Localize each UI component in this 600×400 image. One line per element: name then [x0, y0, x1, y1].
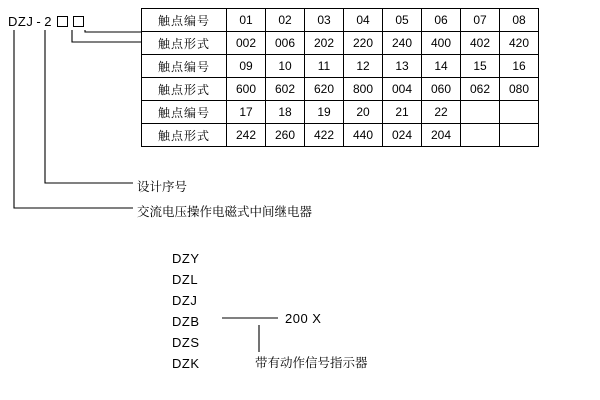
family-item: DZB	[172, 314, 200, 329]
row-header: 触点编号	[142, 101, 227, 124]
family-item: DZK	[172, 356, 200, 371]
model-box-1	[57, 16, 68, 27]
family-item: DZY	[172, 251, 200, 266]
table-cell: 01	[227, 9, 266, 32]
table-cell: 004	[383, 78, 422, 101]
annotation-indicator: 带有动作信号指示器	[255, 356, 368, 370]
table-cell: 006	[266, 32, 305, 55]
table-cell	[461, 101, 500, 124]
table-row	[142, 55, 539, 78]
table-row	[142, 78, 539, 101]
row-header: 触点编号	[142, 55, 227, 78]
table-cell: 12	[344, 55, 383, 78]
family-item: DZL	[172, 272, 199, 287]
table-cell: 002	[227, 32, 266, 55]
table-cell: 402	[461, 32, 500, 55]
table-cell: 240	[383, 32, 422, 55]
contacts-table	[141, 8, 539, 147]
contacts-table-wrap	[141, 8, 539, 147]
row-header: 触点形式	[142, 78, 227, 101]
table-cell: 620	[305, 78, 344, 101]
table-cell: 17	[227, 101, 266, 124]
model-series: 2	[44, 14, 52, 29]
table-cell: 16	[500, 55, 539, 78]
table-cell: 242	[227, 124, 266, 147]
table-cell: 07	[461, 9, 500, 32]
table-cell: 18	[266, 101, 305, 124]
table-cell: 060	[422, 78, 461, 101]
table-cell	[500, 101, 539, 124]
table-cell: 600	[227, 78, 266, 101]
table-cell: 062	[461, 78, 500, 101]
model-prefix: DZJ	[8, 14, 34, 29]
table-cell: 20	[344, 101, 383, 124]
table-cell: 05	[383, 9, 422, 32]
table-cell: 202	[305, 32, 344, 55]
table-row	[142, 124, 539, 147]
table-cell: 06	[422, 9, 461, 32]
table-cell: 21	[383, 101, 422, 124]
model-code	[8, 14, 84, 29]
table-cell	[500, 124, 539, 147]
table-cell: 10	[266, 55, 305, 78]
table-cell: 220	[344, 32, 383, 55]
table-row	[142, 32, 539, 55]
table-cell: 11	[305, 55, 344, 78]
table-cell: 19	[305, 101, 344, 124]
table-cell: 02	[266, 9, 305, 32]
table-cell: 13	[383, 55, 422, 78]
model-dash: -	[36, 14, 42, 29]
table-cell: 15	[461, 55, 500, 78]
table-cell: 602	[266, 78, 305, 101]
model-box-2	[73, 16, 84, 27]
table-cell: 08	[500, 9, 539, 32]
table-cell: 024	[383, 124, 422, 147]
table-cell: 14	[422, 55, 461, 78]
table-cell: 422	[305, 124, 344, 147]
table-cell: 03	[305, 9, 344, 32]
table-cell: 09	[227, 55, 266, 78]
table-cell: 080	[500, 78, 539, 101]
table-cell: 440	[344, 124, 383, 147]
row-header: 触点形式	[142, 124, 227, 147]
annotation-design-number: 设计序号	[137, 180, 188, 194]
table-cell: 400	[422, 32, 461, 55]
family-item: DZS	[172, 335, 200, 350]
family-list	[172, 248, 200, 374]
table-cell: 22	[422, 101, 461, 124]
table-row	[142, 101, 539, 124]
table-cell: 04	[344, 9, 383, 32]
table-cell: 260	[266, 124, 305, 147]
family-suffix: 200 X	[285, 311, 322, 326]
row-header: 触点形式	[142, 32, 227, 55]
table-row	[142, 9, 539, 32]
family-item: DZJ	[172, 293, 198, 308]
annotation-relay-description: 交流电压操作电磁式中间继电器	[137, 205, 313, 219]
table-cell: 204	[422, 124, 461, 147]
table-cell: 800	[344, 78, 383, 101]
table-cell: 420	[500, 32, 539, 55]
row-header: 触点编号	[142, 9, 227, 32]
table-cell	[461, 124, 500, 147]
